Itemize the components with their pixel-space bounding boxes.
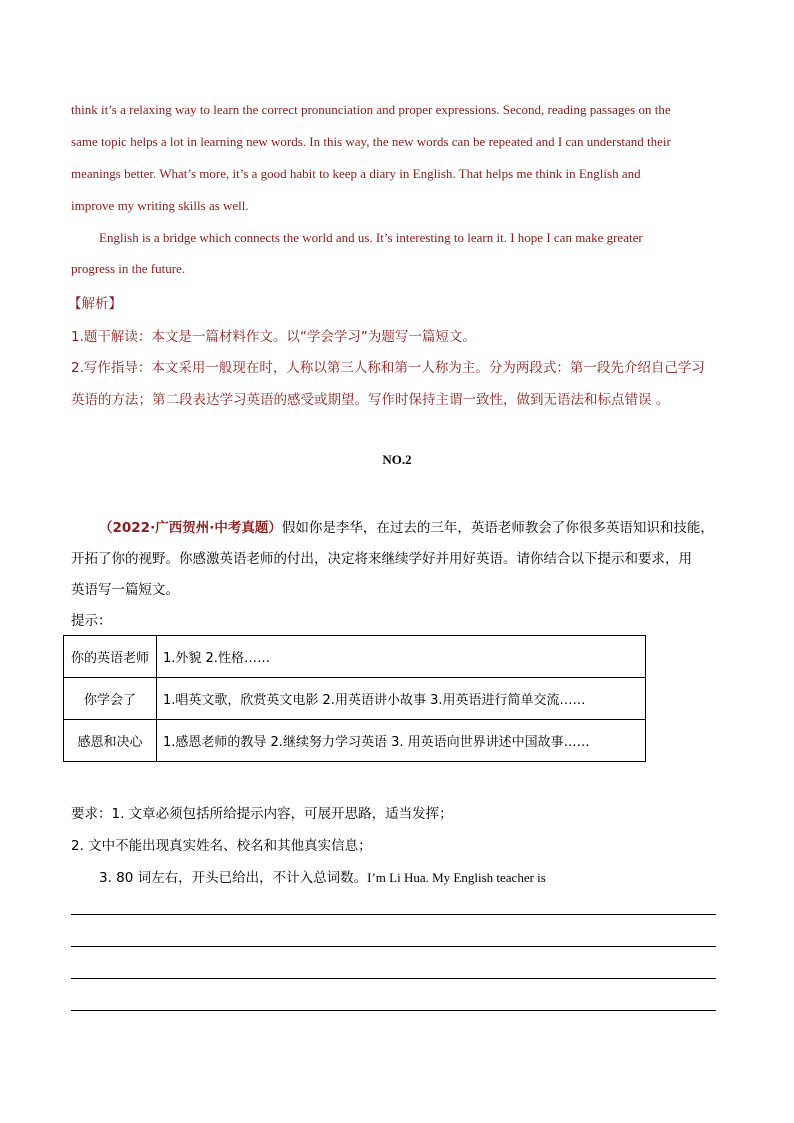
analysis-item: 英语的方法；第二段表达学习英语的感受或期望。写作时保持主谓一致性，做到无语法和标点错误 。 — [71, 392, 670, 408]
analysis-item: 1.题干解读：本文是一篇材料作文。以“学会学习”为题写一篇短文。 — [71, 329, 476, 345]
prompt-text: 假如你是李华，在过去的三年，英语老师教会了你很多英语知识和技能， — [281, 520, 714, 536]
tips-table — [63, 635, 646, 762]
table-cell-head: 你的英语老师 — [64, 636, 157, 678]
prompt-text: 开拓了你的视野。你感激英语老师的付出，决定将来继续学好并用好英语。请你结合以下提示和要求，用 — [71, 551, 692, 567]
prompt-text: 英语写一篇短文。 — [71, 582, 179, 598]
table-row — [64, 636, 646, 678]
essay-line: English is a bridge which connects the world and us. It’s interesting to learn it. I hope I can make greater — [99, 230, 643, 245]
table-cell: 1.唱英文歌，欣赏英文电影 2.用英语讲小故事 3.用英语进行简单交流…… — [157, 678, 646, 720]
essay-line: progress in the future. — [71, 261, 186, 276]
essay-line: same topic helps a lot in learning new words. In this way, the new words can be repeated and I can understand their — [71, 134, 671, 149]
essay-line: think it’s a relaxing way to learn the correct pronunciation and proper expressions. Second, reading passages on the — [71, 102, 671, 117]
answer-line[interactable] — [71, 978, 716, 979]
question-source: （2022·广西贺州·中考真题） — [99, 520, 282, 536]
essay-line: improve my writing skills as well. — [71, 198, 249, 213]
requirement-line: 2. 文中不能出现真实姓名、校名和其他真实信息； — [71, 838, 372, 854]
table-cell-head: 感恩和决心 — [64, 720, 157, 762]
table-row — [64, 720, 646, 762]
section-title: NO.2 — [382, 452, 412, 467]
requirement-line: 3. 80 词左右，开头已给出，不计入总词数。 — [99, 870, 368, 886]
answer-line[interactable] — [71, 946, 716, 947]
answer-line[interactable] — [71, 1010, 716, 1011]
table-row — [64, 678, 646, 720]
requirement-line: 要求：1. 文章必须包括所给提示内容，可展开思路，适当发挥； — [71, 806, 453, 822]
table-cell: 1.感恩老师的教导 2.继续努力学习英语 3. 用英语向世界讲述中国故事…… — [157, 720, 646, 762]
answer-line[interactable] — [71, 914, 716, 915]
table-cell: 1.外貌 2.性格…… — [157, 636, 646, 678]
essay-opening: I’m Li Hua. My English teacher is — [367, 870, 546, 885]
hint-label: 提示： — [71, 613, 112, 629]
analysis-item: 2.写作指导：本文采用一般现在时，人称以第三人称和第一人称为主。分为两段式：第一段先介绍自己学习 — [71, 360, 705, 376]
table-cell-head: 你学会了 — [64, 678, 157, 720]
analysis-heading: 【解析】 — [68, 296, 122, 312]
essay-line: meanings better. What’s more, it’s a good habit to keep a diary in English. That helps me think in English and — [71, 166, 641, 181]
